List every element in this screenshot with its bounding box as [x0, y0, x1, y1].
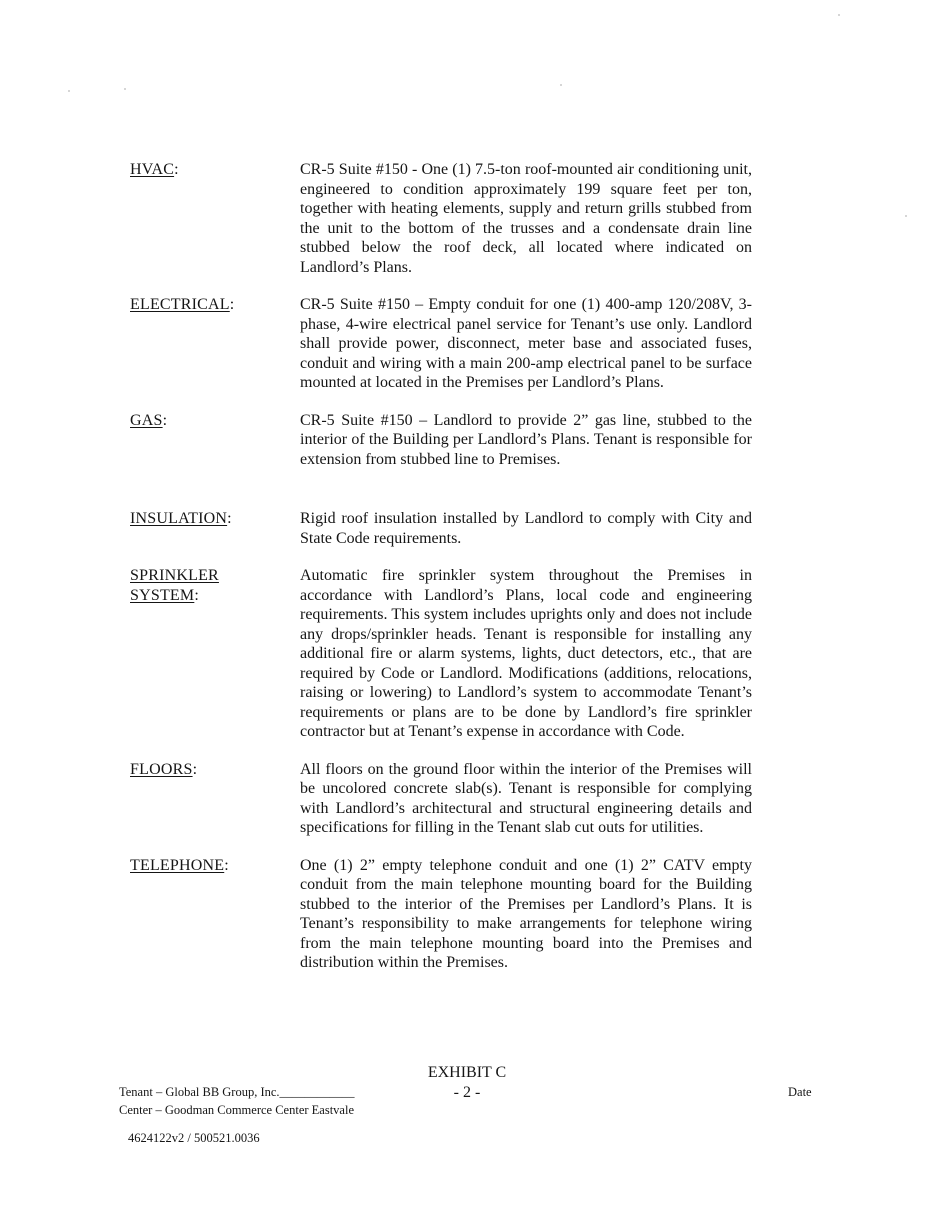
section-body: One (1) 2” empty telephone conduit and one (1) 2” CATV empty conduit from the main telephone mounting board for the Building stubbed to the interior of the Premises per Landlord’s Plans. It is Tenant’s responsibility to make arrangements for telephone wiring from the main telephone mounting board into the Premises and distribution within the Premises.	[300, 856, 752, 971]
document-body	[130, 160, 752, 991]
section-body: Automatic fire sprinkler system throughout the Premises in accordance with Landlord’s Plans, local code and engineering requirements. This system includes uprights only and does not include any drops/sprinkler heads. Tenant is responsible for installing any additional fire or alarm systems, lights, duct detectors, etc., that are required by Code or Landlord. Modifications (additions, relocations, raising or lowering) to Landlord’s system to accommodate Tenant’s requirements or plans are to be done by Landlord’s fire sprinkler contractor but at Tenant’s expense in accordance with Code.	[300, 567, 752, 740]
section-label: TELEPHONE:	[130, 856, 229, 874]
section-body: CR-5 Suite #150 – Landlord to provide 2” gas line, stubbed to the interior of the Building per Landlord’s Plans. Tenant is responsible for extension from stubbed line to Premises.	[300, 411, 752, 468]
section-label: ELECTRICAL:	[130, 296, 235, 313]
footer-left-block	[119, 1083, 355, 1119]
section-body: CR-5 Suite #150 - One (1) 7.5-ton roof-mounted air conditioning unit, engineered to condition approximately 199 square feet per ton, together with heating elements, supply and return grills stubbed from the unit to the bottom of the trusses and a condensate drain line stubbed below the roof deck, all located where indicated on Landlord’s Plans.	[300, 161, 752, 276]
footer-date-label: Date	[788, 1085, 812, 1099]
section-body: Rigid roof insulation installed by Landlord to comply with City and State Code requirements.	[300, 510, 752, 547]
section-floors	[130, 760, 752, 838]
exhibit-title: EXHIBIT C	[427, 1064, 507, 1081]
sections-container	[130, 160, 752, 973]
scan-speck	[68, 90, 70, 92]
footer-doc-number: 4624122v2 / 500521.0036	[128, 1131, 260, 1145]
section-label: SPRINKLER SYSTEM:	[130, 567, 219, 604]
scan-speck	[838, 14, 840, 16]
scan-speck	[124, 88, 126, 90]
section-gas	[130, 411, 752, 470]
footer-tenant-line: Tenant – Global BB Group, Inc.____________	[119, 1085, 355, 1099]
scan-speck	[905, 215, 907, 217]
section-telephone	[130, 856, 752, 973]
section-electrical	[130, 295, 752, 393]
section-body: CR-5 Suite #150 – Empty conduit for one (1) 400-amp 120/208V, 3-phase, 4-wire electrical panel service for Tenant’s use only. Landlord shall provide power, disconnect, meter base and associated fuses, conduit and wiring with a main 200-amp electrical panel to be surface mounted at located in the Premises per Landlord’s Plans.	[300, 296, 752, 391]
page-number: - 2 -	[453, 1084, 481, 1101]
section-sprinkler-system	[130, 566, 752, 742]
section-label: HVAC:	[130, 161, 179, 178]
section-body: All floors on the ground floor within the interior of the Premises will be uncolored concrete slab(s). Tenant is responsible for complying with Landlord’s architectural and structural engineering details and specifications for filling in the Tenant slab cut outs for utilities.	[300, 760, 752, 836]
section-insulation	[130, 509, 752, 548]
footer-center-line: Center – Goodman Commerce Center Eastvale	[119, 1103, 354, 1117]
section-label: GAS:	[130, 411, 168, 429]
section-label: FLOORS:	[130, 760, 198, 778]
scan-speck	[560, 84, 562, 86]
section-label: INSULATION:	[130, 510, 232, 527]
section-hvac	[130, 160, 752, 277]
